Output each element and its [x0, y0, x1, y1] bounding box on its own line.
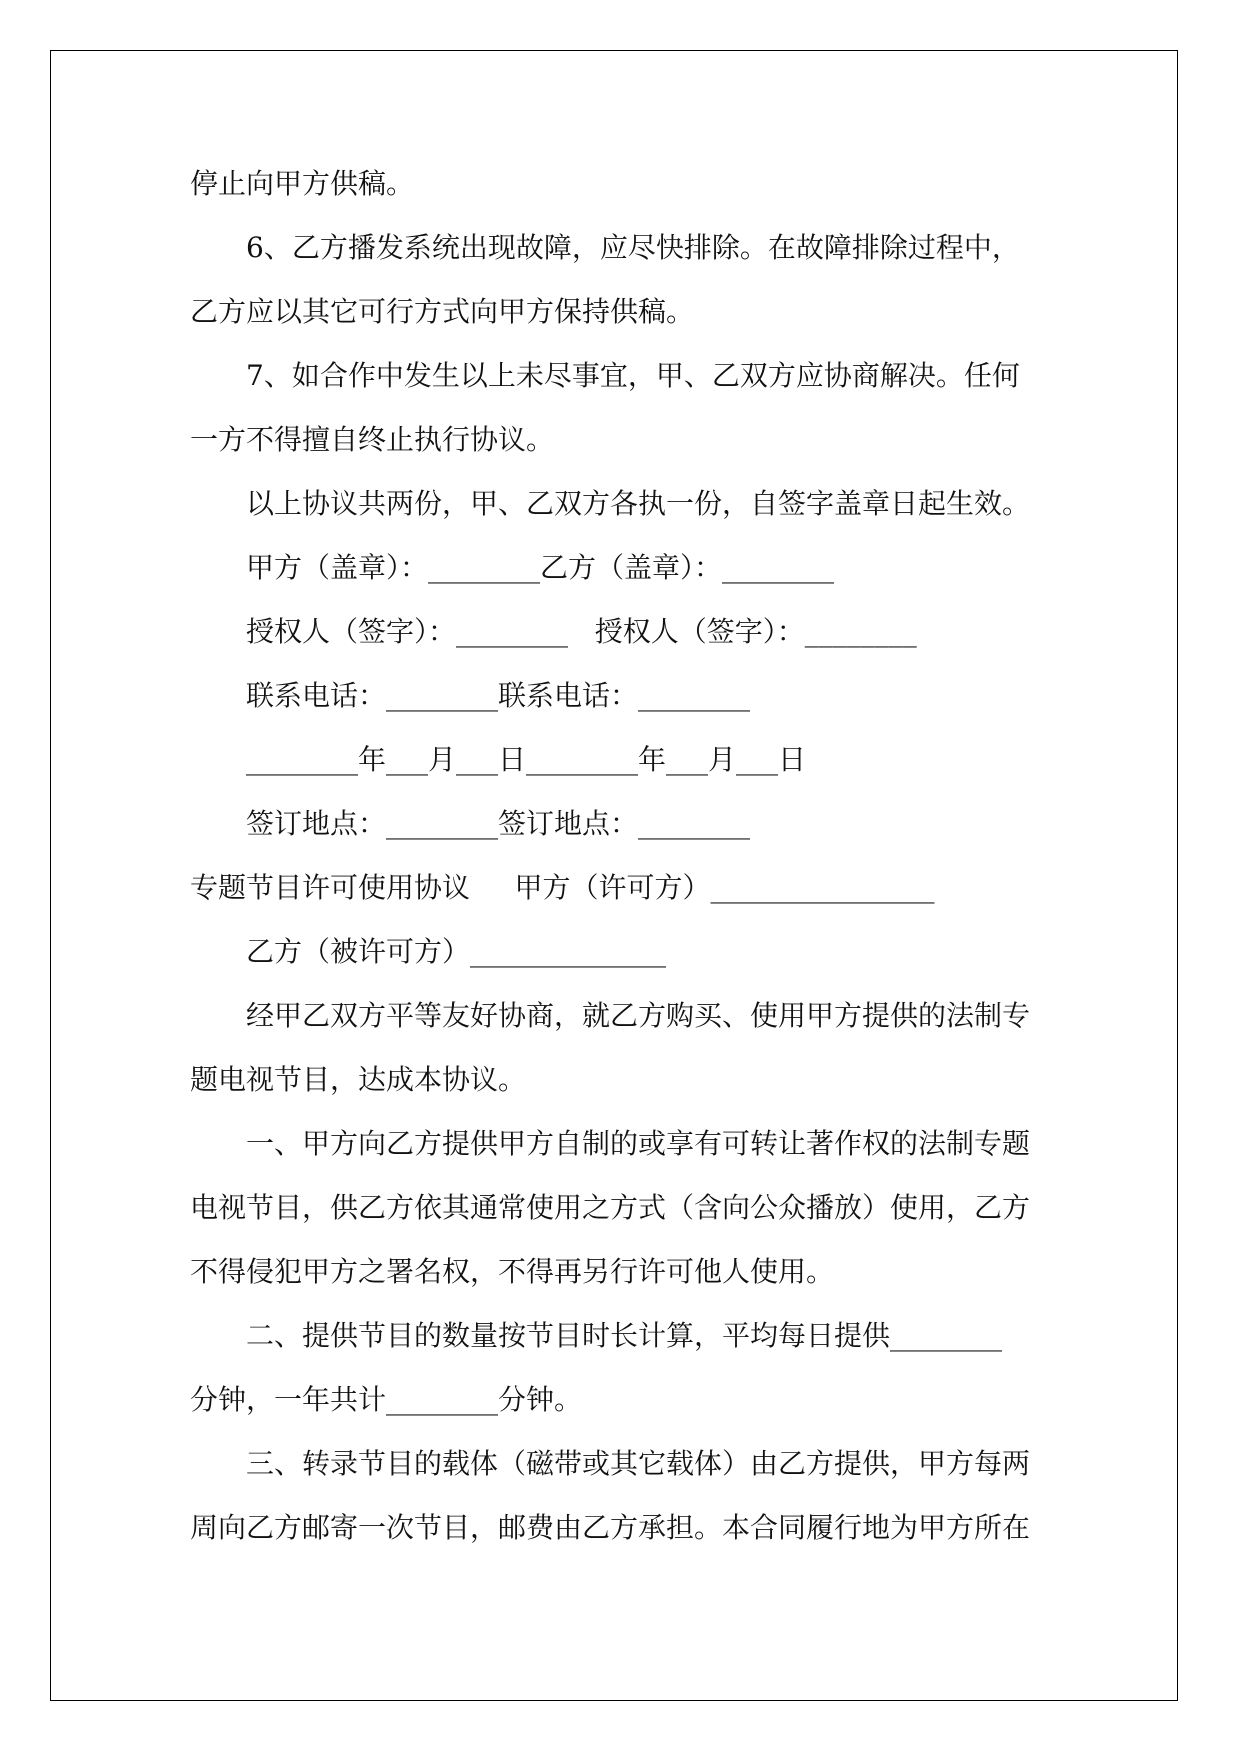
text-line: 7、如合作中发生以上未尽事宜，甲、乙双方应协商解决。任何 — [246, 359, 1020, 392]
text-line: 以上协议共两份，甲、乙双方各执一份，自签字盖章日起生效。 — [246, 487, 1031, 520]
party-line: 乙方（被许可方）______________ — [246, 935, 667, 968]
text-line: 三、转录节目的载体（磁带或其它载体）由乙方提供，甲方每两 — [246, 1447, 1031, 1480]
agreement-title-line: 专题节目许可使用协议 甲方（许可方）________________ — [190, 871, 935, 904]
signature-line: 联系电话：________联系电话：________ — [246, 679, 751, 712]
text-line: 电视节目，供乙方依其通常使用之方式（含向公众播放）使用，乙方 — [190, 1191, 1031, 1224]
text-line: 乙方应以其它可行方式向甲方保持供稿。 — [190, 295, 695, 328]
text-line: 不得侵犯甲方之署名权，不得再另行许可他人使用。 — [190, 1255, 835, 1288]
signature-line: 甲方（盖章）：________乙方（盖章）：________ — [246, 551, 835, 584]
text-line: 6、乙方播发系统出现故障，应尽快排除。在故障排除过程中， — [246, 231, 1020, 264]
text-line: 二、提供节目的数量按节目时长计算，平均每日提供________ — [246, 1319, 1003, 1352]
document-body — [190, 152, 1070, 1560]
text-line: 一、甲方向乙方提供甲方自制的或享有可转让著作权的法制专题 — [246, 1127, 1031, 1160]
text-line: 题电视节目，达成本协议。 — [190, 1063, 527, 1096]
text-line: 分钟，一年共计________分钟。 — [190, 1383, 583, 1416]
signature-line: 授权人（签字）：________ 授权人（签字）：________ — [246, 615, 917, 648]
text-line: 经甲乙双方平等友好协商，就乙方购买、使用甲方提供的法制专 — [246, 999, 1031, 1032]
text-line: 周向乙方邮寄一次节目，邮费由乙方承担。本合同履行地为甲方所在 — [190, 1511, 1031, 1544]
text-line: 停止向甲方供稿。 — [190, 167, 415, 200]
signature-line: 签订地点：________签订地点：________ — [246, 807, 751, 840]
text-line: 一方不得擅自终止执行协议。 — [190, 423, 555, 456]
date-line: ________年___月___日________年___月___日 — [246, 743, 807, 776]
